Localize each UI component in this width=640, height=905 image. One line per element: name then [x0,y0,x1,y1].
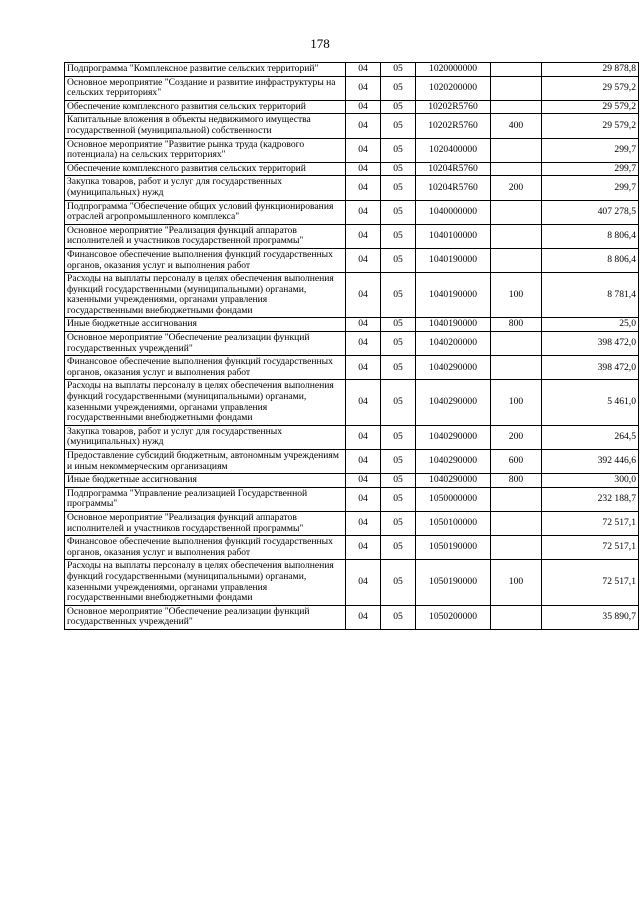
table-row [65,356,639,380]
table-row [65,273,639,318]
table-row [65,487,639,511]
target-item-code: 1040000000 [416,200,491,224]
amount: 8 806,4 [542,224,639,248]
expense-type-code: 800 [491,318,542,332]
budget-item-name: Расходы на выплаты персоналу в целях обеспечения выполнения функций государственными (муниципальными) органами, казенными учреждениями, органами управления государственными внебюджетными фондами [65,560,346,605]
section-code: 04 [346,176,381,200]
target-item-code: 1050190000 [416,536,491,560]
table-row [65,248,639,272]
budget-item-name: Основное мероприятие "Развитие рынка труда (кадрового потенциала) на сельских территориях" [65,138,346,162]
subsection-code: 05 [381,76,416,100]
section-code: 04 [346,248,381,272]
expense-type-code: 400 [491,114,542,138]
subsection-code: 05 [381,114,416,138]
expense-type-code [491,487,542,511]
expense-type-code: 100 [491,380,542,425]
amount: 8 781,4 [542,273,639,318]
budget-item-name: Финансовое обеспечение выполнения функций государственных органов, оказания услуг и выполнения работ [65,248,346,272]
subsection-code: 05 [381,380,416,425]
table-row [65,605,639,629]
budget-item-name: Основное мероприятие "Обеспечение реализации функций государственных учреждений" [65,605,346,629]
section-code: 04 [346,138,381,162]
table-row [65,511,639,535]
budget-item-name: Иные бюджетные ассигнования [65,474,346,488]
amount: 299,7 [542,176,639,200]
budget-item-name: Предоставление субсидий бюджетным, автономным учреждениям и иным некоммерческим организациям [65,450,346,474]
budget-item-name: Основное мероприятие "Обеспечение реализации функций государственных учреждений" [65,332,346,356]
subsection-code: 05 [381,450,416,474]
subsection-code: 05 [381,474,416,488]
target-item-code: 1020000000 [416,63,491,77]
expense-type-code [491,224,542,248]
table-row [65,63,639,77]
target-item-code: 1040200000 [416,332,491,356]
expense-type-code [491,511,542,535]
amount: 29 579,2 [542,114,639,138]
budget-item-name: Иные бюджетные ассигнования [65,318,346,332]
amount: 392 446,6 [542,450,639,474]
amount: 264,5 [542,425,639,449]
subsection-code: 05 [381,511,416,535]
budget-item-name: Основное мероприятие "Реализация функций аппаратов исполнителей и участников государственной программы" [65,224,346,248]
amount: 25,0 [542,318,639,332]
expense-type-code [491,200,542,224]
section-code: 04 [346,100,381,114]
section-code: 04 [346,318,381,332]
target-item-code: 1050000000 [416,487,491,511]
target-item-code: 1050190000 [416,560,491,605]
budget-item-name: Основное мероприятие "Реализация функций аппаратов исполнителей и участников государственной программы" [65,511,346,535]
amount: 72 517,1 [542,560,639,605]
table-row [65,536,639,560]
amount: 35 890,7 [542,605,639,629]
amount: 398 472,0 [542,356,639,380]
expense-type-code [491,248,542,272]
table-row [65,224,639,248]
budget-item-name: Финансовое обеспечение выполнения функций государственных органов, оказания услуг и выполнения работ [65,356,346,380]
amount: 72 517,1 [542,536,639,560]
target-item-code: 10202R5760 [416,100,491,114]
expense-type-code: 200 [491,176,542,200]
expense-type-code [491,332,542,356]
table-row [65,100,639,114]
expense-type-code [491,76,542,100]
amount: 299,7 [542,162,639,176]
target-item-code: 1040290000 [416,425,491,449]
subsection-code: 05 [381,560,416,605]
subsection-code: 05 [381,176,416,200]
target-item-code: 1040290000 [416,356,491,380]
amount: 8 806,4 [542,248,639,272]
subsection-code: 05 [381,487,416,511]
target-item-code: 10204R5760 [416,162,491,176]
subsection-code: 05 [381,248,416,272]
target-item-code: 1050200000 [416,605,491,629]
section-code: 04 [346,474,381,488]
subsection-code: 05 [381,356,416,380]
table-row [65,162,639,176]
budget-item-name: Финансовое обеспечение выполнения функций государственных органов, оказания услуг и выполнения работ [65,536,346,560]
section-code: 04 [346,76,381,100]
budget-item-name: Закупка товаров, работ и услуг для государственных (муниципальных) нужд [65,176,346,200]
budget-item-name: Основное мероприятие "Создание и развитие инфраструктуры на сельских территориях" [65,76,346,100]
table-row [65,200,639,224]
table-row [65,332,639,356]
expense-type-code [491,356,542,380]
budget-table-body [65,63,639,630]
target-item-code: 10204R5760 [416,176,491,200]
target-item-code: 1040190000 [416,248,491,272]
budget-item-name: Подпрограмма "Управление реализацией Государственной программы" [65,487,346,511]
subsection-code: 05 [381,318,416,332]
target-item-code: 1040290000 [416,474,491,488]
expense-type-code [491,63,542,77]
subsection-code: 05 [381,224,416,248]
table-row [65,76,639,100]
section-code: 04 [346,200,381,224]
expense-type-code: 200 [491,425,542,449]
target-item-code: 1050100000 [416,511,491,535]
amount: 5 461,0 [542,380,639,425]
subsection-code: 05 [381,273,416,318]
target-item-code: 1040290000 [416,380,491,425]
expense-type-code [491,138,542,162]
section-code: 04 [346,356,381,380]
table-row [65,176,639,200]
section-code: 04 [346,63,381,77]
subsection-code: 05 [381,200,416,224]
table-row [65,474,639,488]
amount: 398 472,0 [542,332,639,356]
budget-table [64,62,639,630]
section-code: 04 [346,332,381,356]
budget-item-name: Подпрограмма "Обеспечение общих условий функционирования отраслей агропромышленного комплекса" [65,200,346,224]
section-code: 04 [346,380,381,425]
table-row [65,450,639,474]
table-row [65,425,639,449]
budget-item-name: Закупка товаров, работ и услуг для государственных (муниципальных) нужд [65,425,346,449]
subsection-code: 05 [381,162,416,176]
subsection-code: 05 [381,425,416,449]
target-item-code: 1040100000 [416,224,491,248]
expense-type-code: 100 [491,560,542,605]
section-code: 04 [346,224,381,248]
target-item-code: 1040190000 [416,273,491,318]
expense-type-code: 100 [491,273,542,318]
table-row [65,114,639,138]
budget-item-name: Расходы на выплаты персоналу в целях обеспечения выполнения функций государственными (муниципальными) органами, казенными учреждениями, органами управления государственными внебюджетными фондами [65,273,346,318]
subsection-code: 05 [381,138,416,162]
target-item-code: 10202R5760 [416,114,491,138]
amount: 29 579,2 [542,100,639,114]
subsection-code: 05 [381,536,416,560]
expense-type-code [491,100,542,114]
target-item-code: 1020400000 [416,138,491,162]
budget-item-name: Обеспечение комплексного развития сельских территорий [65,100,346,114]
target-item-code: 1020200000 [416,76,491,100]
amount: 300,0 [542,474,639,488]
section-code: 04 [346,536,381,560]
subsection-code: 05 [381,63,416,77]
amount: 29 878,8 [542,63,639,77]
table-row [65,560,639,605]
section-code: 04 [346,605,381,629]
target-item-code: 1040290000 [416,450,491,474]
section-code: 04 [346,162,381,176]
amount: 29 579,2 [542,76,639,100]
amount: 299,7 [542,138,639,162]
expense-type-code: 600 [491,450,542,474]
expense-type-code [491,162,542,176]
section-code: 04 [346,487,381,511]
amount: 407 278,5 [542,200,639,224]
table-row [65,380,639,425]
amount: 232 188,7 [542,487,639,511]
section-code: 04 [346,511,381,535]
target-item-code: 1040190000 [416,318,491,332]
budget-item-name: Подпрограмма "Комплексное развитие сельских территорий" [65,63,346,77]
subsection-code: 05 [381,100,416,114]
section-code: 04 [346,560,381,605]
subsection-code: 05 [381,605,416,629]
subsection-code: 05 [381,332,416,356]
section-code: 04 [346,450,381,474]
budget-item-name: Обеспечение комплексного развития сельских территорий [65,162,346,176]
table-row [65,318,639,332]
budget-item-name: Расходы на выплаты персоналу в целях обеспечения выполнения функций государственными (муниципальными) органами, казенными учреждениями, органами управления государственными внебюджетными фондами [65,380,346,425]
section-code: 04 [346,114,381,138]
expense-type-code [491,605,542,629]
section-code: 04 [346,273,381,318]
section-code: 04 [346,425,381,449]
amount: 72 517,1 [542,511,639,535]
table-row [65,138,639,162]
budget-item-name: Капитальные вложения в объекты недвижимого имущества государственной (муниципальной) собственности [65,114,346,138]
expense-type-code [491,536,542,560]
page-number: 178 [310,36,330,51]
expense-type-code: 800 [491,474,542,488]
